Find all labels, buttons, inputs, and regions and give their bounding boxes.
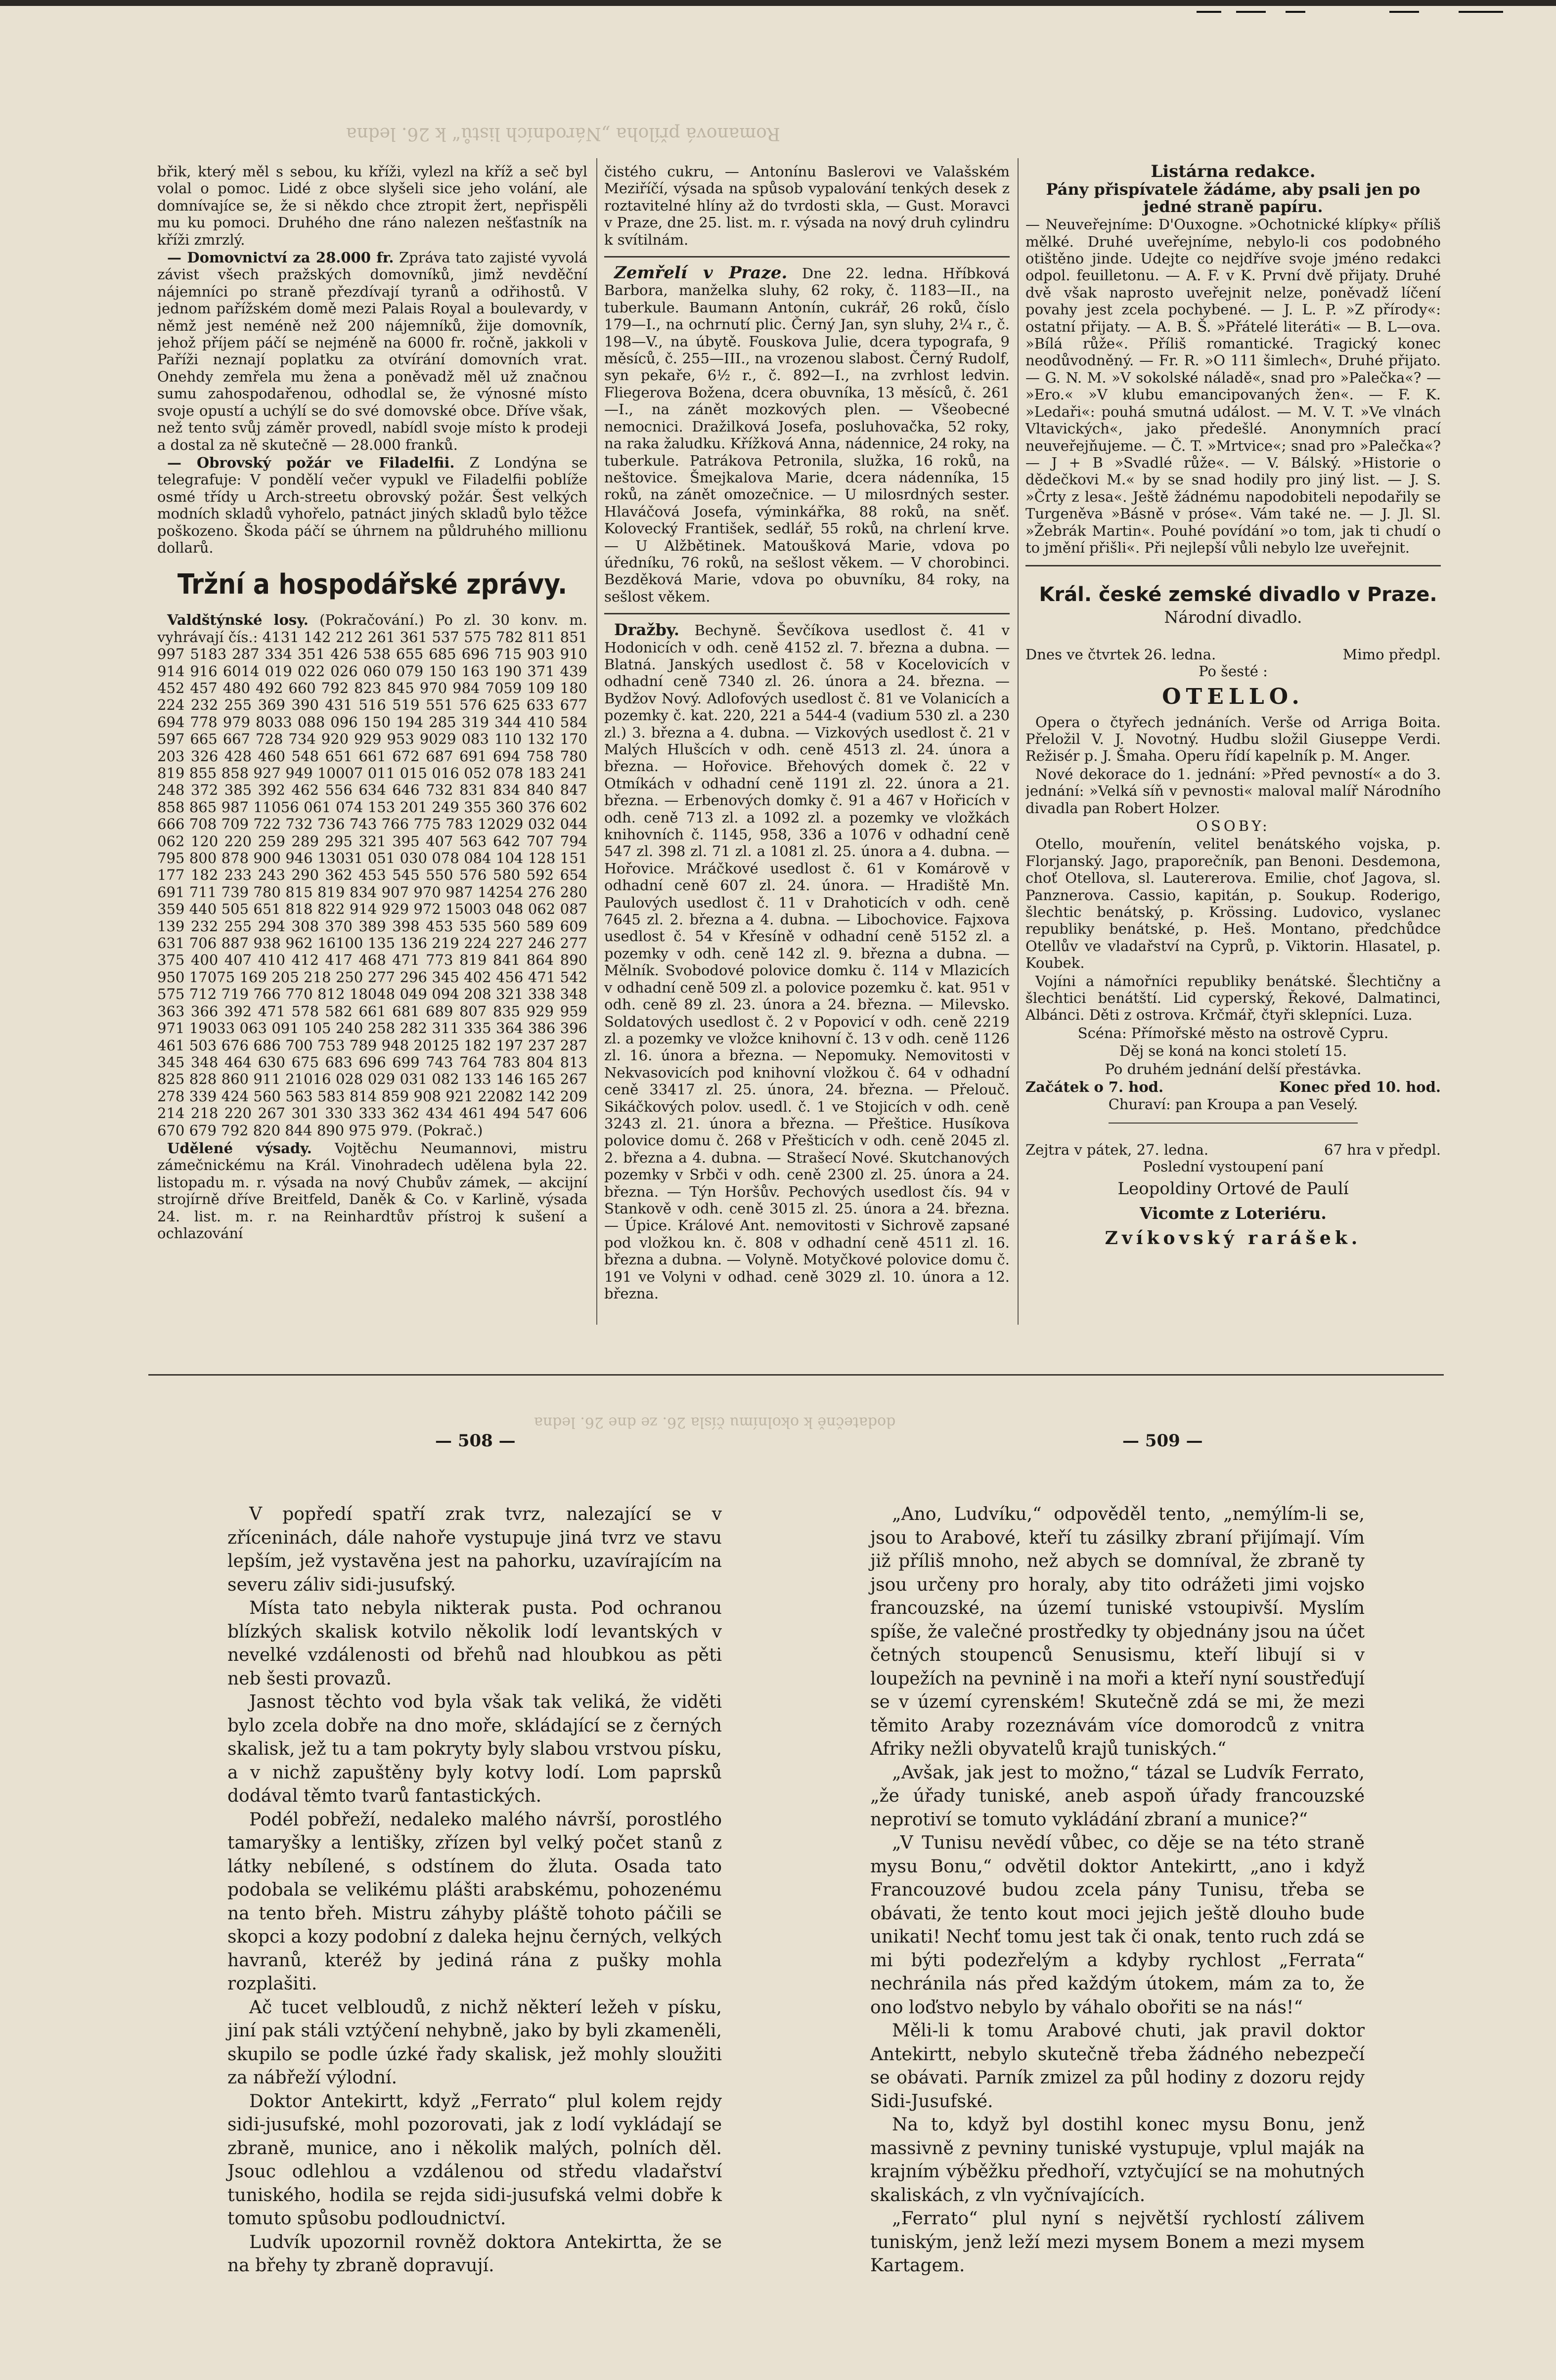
section-title: Tržní a hospodářské zprávy. [177,568,568,601]
ensemble-list: Vojíni a námořníci republiky benátské. Šlechtičny a šlechtici benátští. Lid cyperský, Řekové, Dalmatinci, Albánci. Děti z ostrova. Krčmář, čtyři sklepníci. Luza. [1025,972,1441,1024]
bleedthrough-header: Romanová příloha „Národních listů“ k 26. ledna [346,124,781,144]
news-headline: — Domovnictví za 28.000 fr. [167,249,394,266]
novel-paragraph: Měli-li k tomu Arabové chuti, jak pravil doktor Antekirtt, nebylo skutečně třeba žádného nebezpečí se obávati. Parník zmizel za půl hodiny z dozoru rejdy Sidi-Jusufské. [870,2021,1365,2112]
registration-mark [1286,11,1305,13]
decor-note: Nové dekorace do 1. jednání: »Před pevností« a do 3. jednání: »Velká síň v pevnosti« maloval malíř Národního divadla pan Robert Holzer. [1025,765,1441,817]
theatre-title: Král. české zemské divadlo v Praze. [1039,583,1437,606]
top-rule [0,0,1556,6]
news-text: Z Londýna se telegrafuje: V pondělí večer vypukl ve Filadelfii poblíže osmé třídy u Arch-streetu obrovský požár. Šest velkých modních skladů vyhořelo, patnáct jiných skladů bylo těžce poškozeno. Škoda páčí se úhrnem na půldruhého millionu dollarů. [157,454,587,556]
column-divider [1018,158,1019,1325]
letters-title: Listárna redakce. [1151,163,1316,181]
novel-paragraph: Jasnost těchto vod byla však tak veliká, že viděti bylo zcela dobře na dno moře, skládající se z černých skalisk, jež tu a tam pokryty byly slabou vrstvou písku, a v nichž zapuštěny byly kotvy lodí. Lom paprsků dodával těmto tvarů fantastických. [227,1692,722,1806]
last-appearance: Poslední vystoupení paní [1143,1158,1324,1175]
letters-text: — Neuveřejníme: D'Ouxogne. »Ochotnické klípky« příliš mělké. Druhé uveřejníme, nebylo-li cos podobného otištěno jinde. Udejte co nejdříve svoje jméno redakci odpol. feuilletonu. — A. F. v K. První dvě přijaty. Druhé dvě však naprosto uveřejnit nelze, poněvadž líčení povahy jest zcela pochybené. — J. L. P. »Z přírody«: ostatní přijaty. — A. B. Š. »Přátelé literáti« — B. L—ova. »Bílá růže«. Příliš romantické. Tragický konec neodůvodněný. — Fr. R. »O 111 šimlech«, Druhé přijato. — G. N. M. »V sokolské náladě«, snad pro »Palečka«? — »Ero.« »V klubu emancipovaných žen«. — F. K. »Ledaři«: pouhá smutná událost. — M. V. T. »Ve vlnách Vltavických«, jako předešlé. Anonymních prací neuveřejňujeme. — Č. T. »Mrtvice«; snad pro »Palečka«? — J + B »Svadlé růže«. — V. Bálský. »Historie o dědečkovi M.« by se snad hodily pro jiný list. — J. S. »Črty z lesa«. Ještě žádnému napodobiteli nepodařily se Turgeněva »Básně v próse«. Vám také ne. — J. Jl. Sl. »Žebrák Martin«. Pouhé povídání »o tom, jak ti chudí o to jmění přišli«. Při nejlepší vůli nebylo lze uveřejnit. [1025,216,1441,556]
separator [604,613,1010,614]
page-number-right: — 509 — [1122,1431,1203,1451]
registration-mark [1236,11,1266,13]
actress-name: Leopoldiny Ortové de Paulí [1117,1178,1349,1199]
tomorrow-row [1025,1141,1441,1158]
novel-paragraph: Ludvík upozornil rovněž doktora Antekirtta, že se na břehy ty zbraně dopravují. [227,2232,722,2276]
novel-paragraph: „Ano, Ludvíku,“ odpověděl tento, „nemýlím-li se, jsou to Arabové, kteří tu zásilky zbraní přijímají. Vím již příliš mnoho, než abych se domníval, že zbraně ty jsou určeny pro horaly, aby tito odrážeti jimi vojsko francouzské, na území tuniské vstoupivší. Myslím spíše, že valečné prostředky ty objednány jsou na účet četných stoupenců Senusismu, kteří libují si v loupežích na pevnině i na moři a kteří nyní soustřeďují se v území cyrenském! Skutečně zdá se mi, že mezi těmito Araby rozeznávám více domorodců z vnitra Afriky nežli obyvatelů krajů tuniských.“ [870,1504,1365,1759]
award-text: Vojtěchu Neumannovi, mistru zámečnickému na Král. Vinohradech udělena byla 22. listopadu m. r. výsada na nový Chubův zámek, — akcijní strojírně dříve Breitfeld, Daněk & Co. v Karlině, výsada 24. list. m. r. na Reinhardtův přístroj k sušení a ochlazování [157,1139,587,1242]
lots-headline: Valdštýnské losy. [167,611,309,629]
performance-date: Dnes ve čtvrtek 26. ledna. [1025,646,1216,663]
column-news-market [157,163,587,1243]
news-text: Zpráva tato zajisté vyvolá závist všech pražských domovníků, jimž nevděční nájemníci po straně přezdívají tyranů a odřihostů. V jednom pařížském domě mezi Palais Royal a boulevardy, v němž jest neméně než 200 nájemníků, žije domovník, jehož příjem páčí se nejméně na 6000 fr. ročně, jakkoli v Paříži neznají poplatku za otvírání domovních vrat. Onehdy zemřela mu žena a poněvadž měl už značnou sumu zahospodařenou, odhodlal se, že výnosné místo svoje opustí a uchýlí se do své domovské obce. Dříve však, než tento svůj záměr provedl, nabídl svoje místo k prodeji a dostal za ně skutečně — 28.000 franků. [157,249,587,453]
chorus-note: Churaví: pan Kroupa a pan Veselý. [1108,1095,1358,1113]
performance-date-row [1025,646,1441,663]
deaths-text: Dne 22. ledna. Hříbková Barbora, manželka sluhy, 62 roky, č. 1183—II., na tuberkule. Baumann Antonín, cukrář, 26 roků, číslo 179—I., na ochrnutí plic. Černý Jan, syn sluhy, 2¼ r., č. 198—V., na úbytě. Fouskova Julie, dcera typografa, 9 měsíců, č. 255—III., na vrozenou slabost. Černý Rudolf, syn pekaře, 6½ r., č. 892—I., na zvrhlost ledvin. Fliegerova Božena, dcera obuvníka, 13 měsíců, č. 261—I., na zánět mozkových plen. — Všeobecné nemocnici. Dražilková Josefa, posluhovačka, 52 roky, na raka žaludku. Křížková Anna, nádennice, 24 roky, na tuberkule. Patrákova Petronila, služka, 16 roků, na neštovice. Šmejkalova Marie, dcera nádenníka, 15 roků, na zánět omozečnice. — U milosrdných sester. Hlaváčová Josefa, výminkářka, 88 roků, na sněť. Kolovecký František, sedlář, 55 roků, na chrlení krve. — U Alžbětinek. Matoušková Marie, vdova po úředníku, 76 roků, na sešlost věkem. — V chorobinci. Bezděková Marie, vdova po obuvníku, 84 roky, na sešlost věkem. [604,265,1010,605]
novel-paragraph: „V Tunisu nevědí vůbec, co děje se na této straně mysu Bonu,“ odvětil doktor Antekirtt, „ano i když Francouzové budou zcela pány Tunisu, třeba se obávati, že tento kout moci jejich ještě dlouho bude unikati! Nechť tomu jest tak či onak, tento ruch zdá se mi býti podezřelým a kdyby rychlost „Ferrata“ nechránila nás před každým útokem, mám za to, že ono loďstvo nebylo by váhalo obořiti se na nás!“ [870,1833,1365,2018]
cast-title: OSOBY: [1196,818,1270,834]
separator [604,256,1010,258]
lots-numbers: 4131 142 212 261 361 537 575 782 811 851 997 5183 287 334 351 426 538 655 685 696 715 903 910 914 916 6014 019 022 026 060 079 150 163 190 371 439 452 457 480 492 660 792 823 845 970 984 7059 109 180 224 232 255 369 390 431 516 519 551 576 625 633 677 694 778 979 8033 088 096 150 194 285 319 344 410 584 597 665 667 728 734 920 929 953 9029 083 110 132 170 203 326 428 460 548 651 661 672 687 691 694 758 780 819 855 858 927 949 10007 011 015 016 052 078 183 241 248 372 385 392 462 556 634 646 732 831 834 840 847 858 865 987 11056 061 074 153 201 249 355 360 376 602 666 708 709 722 732 736 743 766 775 783 12029 032 044 062 120 220 259 289 295 321 395 407 563 642 707 794 795 800 878 900 946 13031 051 030 078 084 104 128 151 177 182 233 243 290 362 453 545 550 576 580 592 654 691 711 739 780 815 819 834 907 970 987 14254 276 280 359 440 505 651 818 822 914 929 972 15003 048 062 087 139 232 255 294 308 370 389 398 453 535 560 589 609 631 706 887 938 962 16100 135 136 219 224 227 246 277 375 400 407 410 412 417 468 471 773 819 841 864 890 950 17075 169 205 218 250 277 296 345 402 456 471 542 575 712 719 766 770 812 18048 049 094 208 321 338 348 363 366 392 471 578 582 661 681 689 807 835 929 959 971 19033 063 091 105 240 258 282 311 335 364 386 396 461 503 676 686 700 753 789 948 20125 182 197 237 287 345 348 464 630 675 683 696 699 743 764 783 804 813 825 828 860 911 21016 028 029 031 082 133 146 165 267 278 339 424 560 563 583 814 859 908 921 22082 142 209 214 218 220 267 301 330 333 362 434 461 494 547 606 670 679 792 820 844 890 975 979. (Pokrač.) [157,628,587,1139]
tomorrow-subscription: 67 hra v předpl. [1324,1141,1441,1158]
play-title: OTELLO. [1162,684,1304,709]
start-time: Začátek o 7. hod. [1025,1079,1164,1096]
novel-paragraph: Podél pobřeží, nedaleko malého návrší, porostlého tamaryšky a lentišky, zřízen byl velký počet stanů z látky nebílené, s odstínem do žluta. Osada tato podobala se velikému plášti arabskému, pohozenému na tento břeh. Mistru záhyby pláště tohoto páčili se skopci a kozy podobní z daleka hejnu černých, velkých havranů, kteréž by jediná rána z pušky mohla rozplašiti. [227,1809,722,1994]
tomorrow-date: Zejtra v pátek, 27. ledna. [1025,1141,1209,1158]
news-headline: — Obrovský požár ve Filadelfii. [167,454,455,471]
scene-note: Scéna: Přímořské město na ostrově Cypru. [1077,1024,1389,1041]
auction-headline: Dražby. [614,620,679,640]
award-continued: čistého cukru, — Antonínu Baslerovi ve Valašském Meziříčí, výsada na spůsob vypalování tenkých desek z roztavitelné hlíny až do tvrdosti skla, — Gust. Moravci v Praze, dne 25. list. m. r. výsada na nový druh cylindru k svítilnám. [604,163,1010,248]
novel-paragraph: Ač tucet velbloudů, z nichž některí ležeh v písku, jiní pak stáli vztýčení nehybně, jako by byli zkameněli, skupilo se podle úzké řady skalisk, jež mohly sloužiti za nábřeží výlodní. [227,1997,722,2088]
novel-left-page [227,1503,722,2278]
novel-right-page [870,1503,1365,2278]
novel-paragraph: „Ferrato“ plul nyní s největší rychlostí zálivem tuniským, jenž leží mezi mysem Bonem a mezi mysem Kartagem. [870,2208,1365,2276]
play-title-2: Zvíkovský rarášek. [1105,1227,1362,1249]
bleedthrough-text: dodatečně k okolnímu čísla 26. ze dne 26. ledna [534,1414,896,1431]
lots-intro: (Pokračování.) Po zl. 30 konv. m. vyhrávají čís.: [157,611,587,646]
subscription-note: Mimo předpl. [1342,646,1441,663]
cast-list: Otello, mouřenín, velitel benátského vojska, p. Florjanský. Jago, praporečník, pan Benoni. Desdemona, choť Otellova, sl. Lautererova. Emilie, choť Jagova, sl. Panznerova. Cassio, kapitán, p. Soukup. Roderigo, šlechtic benátský, p. Krössing. Ludovico, vyslanec republiky benátské, p. Heš. Montano, předchůdce Otellův ve vladařství na Cyprů, p. Viktorin. Hlasatel, p. Koubek. [1025,835,1441,972]
letters-subtitle: Pány přispívatele žádáme, aby psali jen po jedné straně papíru. [1046,180,1421,216]
times-row [1025,1079,1441,1095]
performance-count: Po šesté : [1199,663,1268,680]
auction-text: Bechyně. Ševčíkova usedlost č. 41 v Hodonicích v odh. ceně 4152 zl. 7. března a dubna. — Blatná. Janských usedlost č. 58 v Kocelovicích v odhadní ceně 7340 zl. 26. února a 24. března. — Bydžov Nový. Adlofových usedlost č. 81 ve Volanicích a pozemky č. kat. 220, 221 a 544-4 (vadium 530 zl. a 230 zl.) 3. března a 4. dubna. — Vizkových usedlost č. 21 v Malých Hlušcích v odh. ceně 4513 zl. 24. února a března. — Hořovice. Břehových domek č. 22 v Otmíkách v odhadní ceně 1191 zl. 22. února a 21. března. — Erbenových domky č. 91 a 467 v Hořicích v odh. ceně 713 zl. a 1092 zl. a pozemky ve vložkách knihovních č. 1145, 958, 336 a 1076 v odhadní ceně 547 zl. 398 zl. 71 zl. a 1081 zl. 25. února a 4. dubna. — Hořovice. Mráčkové usedlost č. 61 v Komárově v odhadní ceně 607 zl. 24. února. — Hradiště Mn. Paulových usedlost č. 11 v Drahoticích v odh. ceně 7645 zl. 2. března a 4. dubna. — Libochovice. Fajxova usedlost č. 54 v Křesíně v odhadní ceně 5152 zl. a pozemky v odh. ceně 142 zl. 9. března a dubna. — Mělník. Svobodové polovice domku č. 114 v Mlazicích v odhadní ceně 509 zl. a polovice pozemku č. kat. 951 v odh. ceně 89 zl. 23. února a 24. března. — Milevsko. Soldatových usedlost č. 2 v Popovicí v odh. ceně 2219 zl. a pozemky ve vložce knihovní č. 13 v odh. ceně 1126 zl. 16. února a března. — Nepomuky. Nemovitosti v Nekvasovicích pod knihovní vložkou č. 64 v odhadní ceně 33417 zl. 25. února, 24. března. — Přelouč. Sikáčkových polov. usedl. č. 1 ve Stojicích v odh. ceně 3243 zl. 21. února a března. — Přeštice. Husíkova polovice domu č. 268 v Přešticích v odh. ceně 2045 zl. 2. března a 4. dubna. — Strašecí Nové. Skutchanových pozemky v Srbči v odh. ceně 2300 zl. 25. února a 24. března. — Týn Horšův. Pechových usedlost čís. 94 v Stankově v odh. ceně 3015 zl. 25. února a 24. března. — Úpice. Králové Ant. nemovitosti v Sichrově zapsané pod vložkou kn. č. 808 v odhadní ceně 4511 zl. 16. března a dubna. — Volyně. Motyčkové polovice domu č. 191 ve Volyni v odhad. ceně 3029 zl. 10. února a 12. března. [604,622,1010,1302]
page-number-left: — 508 — [435,1431,516,1451]
separator [1109,1123,1358,1124]
novel-paragraph: V popředí spatří zrak tvrz, nalezající se v zříceninách, dále nahoře vystupuje jiná tvrz ve stavu lepším, jež vystavěna jest na pahorku, uzavírajícím na severu záliv sidi-jusufský. [227,1504,722,1595]
column-divider [596,158,597,1325]
news-paragraph: břik, který měl s sebou, ku kříži, vylezl na kříž a seč byl volal o pomoc. Lidé z obce slyšeli sice jeho volání, ale domnívajíce se, že si někdo chce ztropit žert, nepřispěli mu ku pomoci. Druhého dne ráno nalezen nešťastník na kříži zmrzlý. [157,163,587,248]
end-time: Konec před 10. hod. [1279,1079,1441,1096]
separator [1025,565,1441,566]
registration-mark [1389,11,1419,13]
novel-paragraph: „Avšak, jak jest to možno,“ tázal se Ludvík Ferrato, „že úřady tuniské, aneb aspoň úřady francouzské neprotiví se tomuto vykládání zbraní a munice?“ [870,1762,1365,1830]
award-headline: Udělené výsady. [167,1139,312,1157]
registration-mark [1197,11,1221,13]
novel-paragraph: Na to, když byl dostihl konec mysu Bonu, jenž massivně z pevniny tuniské vystupuje, vplul maják na krajním výběžku předhoří, vztyčující se na mohutných skaliskách, z vln vyčnívajících. [870,2115,1365,2206]
column-deaths-auctions [604,163,1010,1303]
novel-paragraph: Místa tato nebyla nikterak pusta. Pod ochranou blízkých skalisk kotvilo několik lodí levantských v nevelké vzdálenosti od břehů nad hloubkou as pěti neb šesti provazů. [227,1598,722,1689]
play-title-1: Vicomte z Loteriéru. [1140,1203,1327,1223]
theatre-subtitle: Národní divadlo. [1164,607,1302,627]
novel-paragraph: Doktor Antekirtt, když „Ferrato“ plul kolem rejdy sidi-jusufské, mohl pozorovati, jak z lodí vykládají se zbraně, munice, ano i několik malých, polních děl. Jsouc odlehlou a vzdálenou od středu vladařství tuniského, hodila se rejda sidi-jusufská velmi dobře k tomuto spůsobu podloudnictví. [227,2091,722,2229]
page-fold-line [148,1374,1444,1376]
pause-note: Po druhém jednání delší přestávka. [1105,1060,1362,1078]
column-letters-theatre [1025,163,1441,1252]
registration-mark [1459,11,1503,13]
opera-credits: Opera o čtyřech jednáních. Verše od Arriga Boita. Přeložil V. J. Novotný. Hudbu složil Giuseppe Verdi. Režisér p. J. Šmaha. Operu řídí kapelník p. M. Anger. [1025,713,1441,765]
deaths-headline: Zemřelí v Praze. [614,263,788,283]
time-note: Děj se koná na konci století 15. [1119,1042,1347,1060]
